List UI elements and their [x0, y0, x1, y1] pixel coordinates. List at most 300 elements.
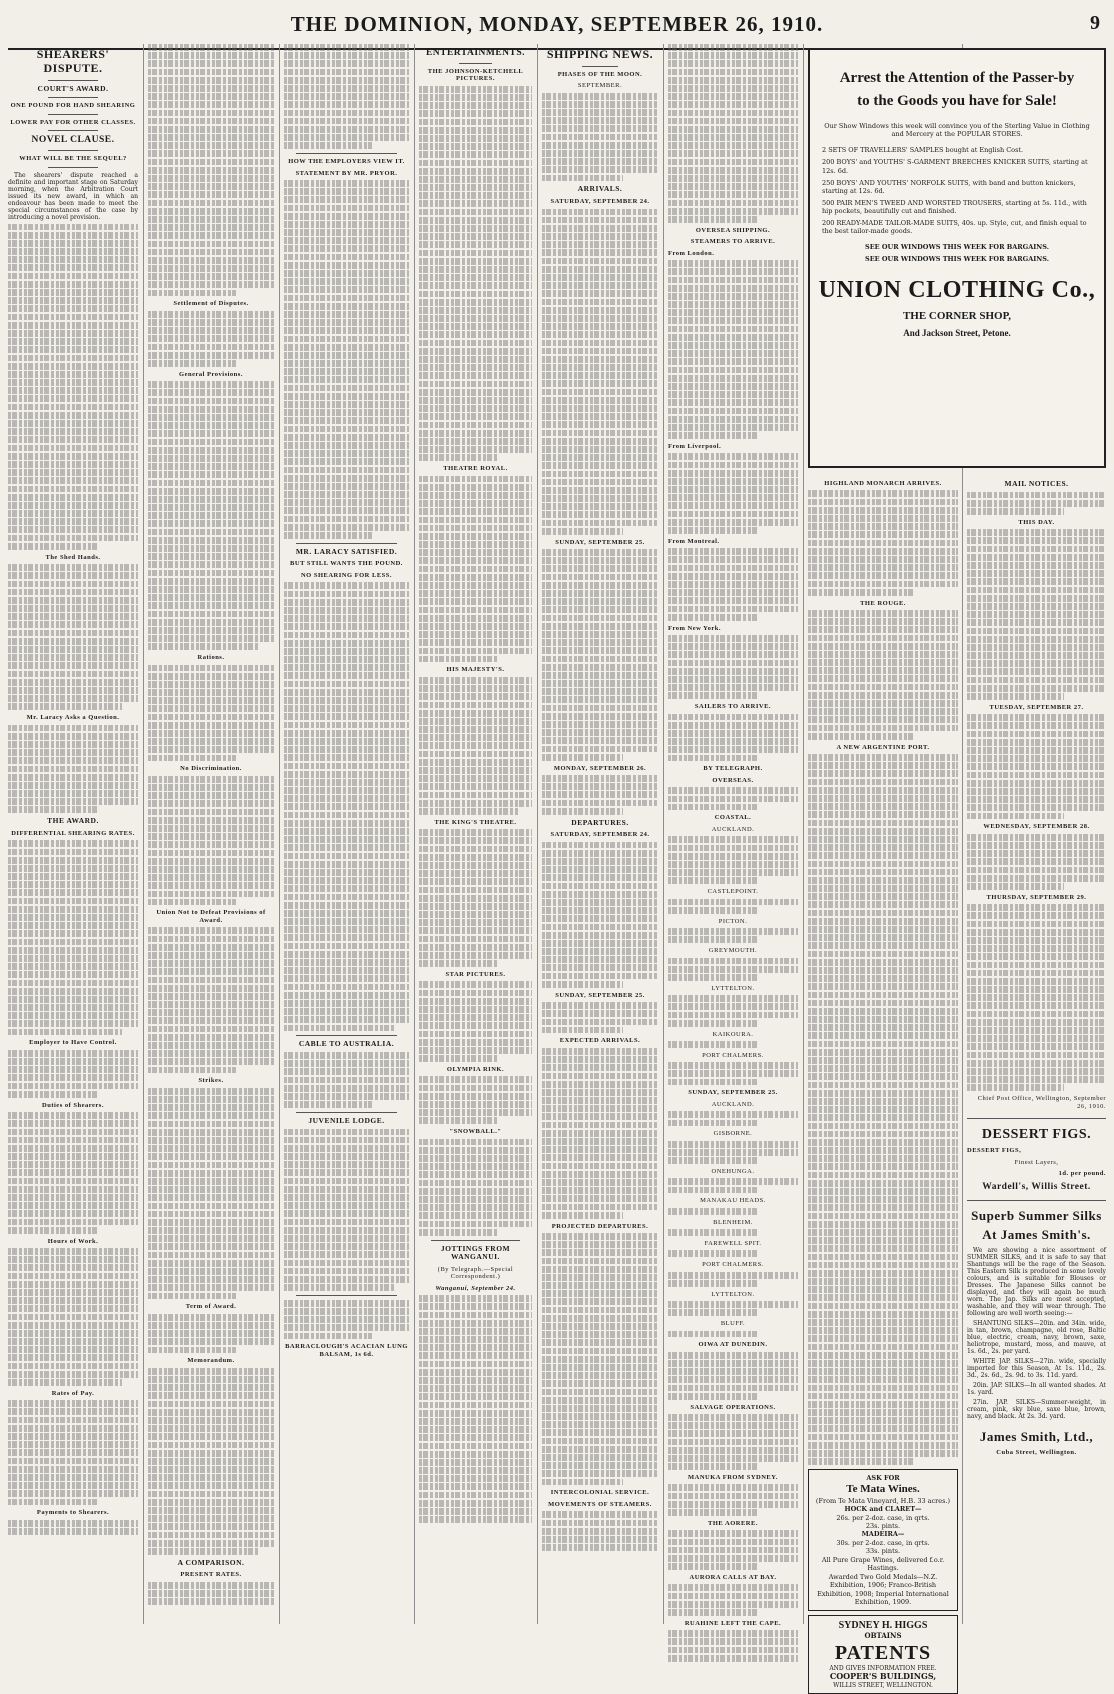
text-line-placeholder	[808, 523, 958, 530]
text-line-placeholder	[668, 606, 798, 613]
text-line-placeholder	[8, 1466, 138, 1473]
column-rule	[414, 44, 415, 1624]
text-line-placeholder	[542, 421, 658, 428]
text-line-placeholder	[808, 959, 958, 966]
text-line-placeholder	[808, 1180, 958, 1187]
section-heading: GISBORNE.	[713, 1130, 753, 1138]
text-line-placeholder	[967, 508, 1064, 515]
text-line-placeholder	[284, 754, 409, 761]
text-line-placeholder	[668, 1111, 798, 1118]
text-line-placeholder	[8, 445, 138, 452]
text-line-placeholder	[419, 356, 532, 363]
text-line-placeholder	[808, 787, 958, 794]
text-line-placeholder	[808, 1057, 958, 1064]
text-line-placeholder	[542, 598, 658, 605]
body-text-block	[419, 1295, 532, 1523]
text-line-placeholder	[542, 340, 658, 347]
text-line-placeholder	[419, 135, 532, 142]
text-line-placeholder	[668, 367, 798, 374]
text-line-placeholder	[808, 1360, 958, 1367]
text-line-placeholder	[284, 303, 409, 310]
text-line-placeholder	[419, 430, 532, 437]
text-line-placeholder	[668, 722, 798, 729]
text-line-placeholder	[542, 606, 658, 613]
section-heading: SATURDAY, SEPTEMBER 24.	[550, 831, 650, 839]
text-line-placeholder	[542, 1081, 658, 1088]
text-line-placeholder	[148, 1482, 274, 1489]
text-line-placeholder	[284, 1284, 394, 1291]
text-line-placeholder	[542, 1298, 658, 1305]
section-heading: Duties of Shearers.	[42, 1101, 104, 1109]
section-heading: THURSDAY, SEPTEMBER 29.	[986, 893, 1087, 901]
text-line-placeholder	[808, 910, 958, 917]
text-line-placeholder	[148, 200, 274, 207]
text-line-placeholder	[148, 784, 274, 791]
text-line-placeholder	[284, 632, 409, 639]
text-line-placeholder	[284, 532, 372, 539]
text-line-placeholder	[668, 1149, 798, 1156]
text-line-placeholder	[148, 705, 274, 712]
text-line-placeholder	[419, 1117, 498, 1124]
text-line-placeholder	[419, 381, 532, 388]
text-line-placeholder	[419, 533, 532, 540]
text-line-placeholder	[284, 458, 409, 465]
text-line-placeholder	[668, 635, 798, 642]
text-line-placeholder	[148, 1322, 274, 1329]
text-line-placeholder	[419, 639, 532, 646]
text-line-placeholder	[808, 1311, 958, 1318]
text-line-placeholder	[808, 708, 958, 715]
text-line-placeholder	[8, 379, 138, 386]
text-line-placeholder	[8, 486, 138, 493]
body-text-block	[668, 1178, 798, 1193]
text-line-placeholder	[808, 1114, 958, 1121]
text-line-placeholder	[808, 852, 958, 859]
divider	[48, 150, 98, 151]
text-line-placeholder	[419, 1180, 532, 1187]
text-line-placeholder	[284, 205, 409, 212]
section-heading: Mr. Laracy Asks a Question.	[26, 714, 120, 722]
text-line-placeholder	[419, 960, 498, 967]
section-heading: OVERSEAS.	[712, 776, 754, 784]
text-line-placeholder	[284, 697, 409, 704]
text-line-placeholder	[668, 787, 798, 794]
text-line-placeholder	[8, 240, 138, 247]
text-line-placeholder	[8, 1153, 138, 1160]
text-line-placeholder	[967, 722, 1106, 729]
text-line-placeholder	[419, 1147, 532, 1154]
text-line-placeholder	[284, 1251, 409, 1258]
section-heading: BLUFF.	[720, 1320, 746, 1328]
section-heading: THIS DAY.	[1018, 518, 1055, 526]
text-line-placeholder	[419, 557, 532, 564]
text-line-placeholder	[419, 209, 532, 216]
body-text-block	[284, 1300, 409, 1340]
text-line-placeholder	[808, 1262, 958, 1269]
text-line-placeholder	[148, 825, 274, 832]
divider	[48, 80, 98, 81]
text-line-placeholder	[542, 1331, 658, 1338]
text-line-placeholder	[8, 703, 122, 710]
ad-brand: UNION CLOTHING Co.,	[818, 276, 1096, 303]
text-line-placeholder	[668, 651, 798, 658]
ad-callout: SEE OUR WINDOWS THIS WEEK FOR BARGAINS.	[865, 254, 1049, 263]
text-line-placeholder	[284, 779, 409, 786]
text-line-placeholder	[148, 290, 236, 297]
dateline: Wanganui, September 24.	[435, 1284, 516, 1292]
text-line-placeholder	[284, 483, 409, 490]
text-line-placeholder	[967, 1084, 1064, 1091]
text-line-placeholder	[808, 643, 958, 650]
text-line-placeholder	[284, 861, 409, 868]
text-line-placeholder	[808, 885, 958, 892]
text-line-placeholder	[542, 1356, 658, 1363]
text-line-placeholder	[8, 469, 138, 476]
text-line-placeholder	[542, 1511, 658, 1518]
section-heading: A NEW ARGENTINE PORT.	[836, 743, 930, 751]
text-line-placeholder	[8, 1169, 138, 1176]
text-line-placeholder	[148, 1409, 274, 1416]
text-line-placeholder	[148, 882, 274, 889]
text-line-placeholder	[419, 1109, 532, 1116]
text-line-placeholder	[284, 93, 409, 100]
text-line-placeholder	[419, 102, 532, 109]
page-number: 9	[1090, 12, 1100, 34]
text-line-placeholder	[542, 729, 658, 736]
text-line-placeholder	[967, 578, 1106, 585]
column-employers-view	[284, 44, 409, 1624]
silks-headline: At James Smith's.	[982, 1227, 1091, 1243]
section-heading: JUVENILE LODGE.	[308, 1115, 385, 1125]
ad-callout: SEE OUR WINDOWS THIS WEEK FOR BARGAINS.	[865, 243, 1049, 252]
ad-text: 26s. per 2-doz. case, in qrts.	[836, 1513, 930, 1522]
text-line-placeholder	[148, 722, 274, 729]
text-line-placeholder	[8, 322, 138, 329]
text-line-placeholder	[419, 1336, 532, 1343]
text-line-placeholder	[542, 866, 658, 873]
text-line-placeholder	[542, 217, 658, 224]
section-heading: Union Not to Defeat Provisions of Award.	[156, 909, 266, 924]
text-line-placeholder	[808, 1237, 958, 1244]
body-text-block	[668, 1584, 798, 1615]
text-line-placeholder	[419, 656, 498, 663]
text-line-placeholder	[668, 936, 759, 943]
text-line-placeholder	[808, 1409, 958, 1416]
text-line-placeholder	[542, 1520, 658, 1527]
text-line-placeholder	[668, 1301, 798, 1308]
body-text-block	[542, 549, 658, 760]
text-line-placeholder	[967, 660, 1106, 667]
text-line-placeholder	[8, 1520, 138, 1527]
text-line-placeholder	[8, 1490, 138, 1497]
text-line-placeholder	[668, 432, 759, 439]
section-heading: STEAMERS TO ARRIVE.	[690, 238, 776, 246]
text-line-placeholder	[284, 188, 409, 195]
text-line-placeholder	[668, 597, 798, 604]
text-line-placeholder	[808, 589, 913, 596]
text-line-placeholder	[808, 1417, 958, 1424]
text-line-placeholder	[148, 1252, 274, 1259]
text-line-placeholder	[542, 1258, 658, 1265]
body-text-block	[668, 1041, 798, 1048]
text-line-placeholder	[542, 479, 658, 486]
text-line-placeholder	[542, 1307, 658, 1314]
section-heading: A COMPARISON.	[177, 1557, 245, 1567]
text-line-placeholder	[419, 1047, 532, 1054]
text-line-placeholder	[668, 462, 798, 469]
text-line-placeholder	[668, 110, 798, 117]
ad-street: Cuba Street, Wellington.	[996, 1449, 1077, 1457]
text-line-placeholder	[808, 1303, 958, 1310]
ad-text: 33s. pints.	[865, 1547, 901, 1556]
text-line-placeholder	[542, 290, 658, 297]
text-line-placeholder	[284, 1186, 409, 1193]
text-line-placeholder	[148, 504, 274, 511]
body-text-block	[808, 490, 958, 595]
body-text-block	[967, 492, 1106, 515]
text-line-placeholder	[542, 1544, 658, 1551]
text-line-placeholder	[668, 907, 759, 914]
text-line-placeholder	[419, 1459, 532, 1466]
text-line-placeholder	[542, 109, 658, 116]
text-line-placeholder	[284, 44, 409, 51]
text-line-placeholder	[8, 338, 138, 345]
text-line-placeholder	[808, 1434, 958, 1441]
text-line-placeholder	[284, 491, 409, 498]
text-line-placeholder	[967, 912, 1106, 919]
text-line-placeholder	[148, 866, 274, 873]
ad-text: OBTAINS	[864, 1631, 902, 1641]
text-line-placeholder	[542, 907, 658, 914]
text-line-placeholder	[668, 861, 798, 868]
text-line-placeholder	[808, 901, 958, 908]
section-heading: PRESENT RATES.	[180, 1571, 242, 1579]
text-line-placeholder	[148, 327, 274, 334]
text-line-placeholder	[542, 1438, 658, 1445]
text-line-placeholder	[967, 953, 1106, 960]
text-line-placeholder	[284, 295, 409, 302]
text-line-placeholder	[8, 1227, 99, 1234]
text-line-placeholder	[967, 867, 1106, 874]
text-line-placeholder	[542, 1397, 658, 1404]
text-line-placeholder	[967, 945, 1106, 952]
body-text-block	[542, 209, 658, 535]
text-line-placeholder	[668, 796, 798, 803]
divider	[459, 63, 492, 64]
text-line-placeholder	[284, 142, 372, 149]
text-line-placeholder	[542, 405, 658, 412]
text-line-placeholder	[542, 1233, 658, 1240]
text-line-placeholder	[808, 1294, 958, 1301]
text-line-placeholder	[967, 1043, 1106, 1050]
text-line-placeholder	[8, 1346, 138, 1353]
body-text-block	[148, 44, 274, 296]
body-text-block	[8, 725, 138, 814]
section-headline: MAIL NOTICES.	[1004, 479, 1069, 488]
text-line-placeholder	[542, 696, 658, 703]
ad-item: 200 READY-MADE TAILOR-MADE SUITS, 40s. up. Style, cut, and finish equal to the best tailor-made goods.	[822, 219, 1087, 236]
text-line-placeholder	[284, 270, 409, 277]
text-line-placeholder	[668, 565, 798, 572]
text-line-placeholder	[542, 503, 658, 510]
text-line-placeholder	[967, 731, 1106, 738]
text-line-placeholder	[668, 1630, 798, 1637]
text-line-placeholder	[8, 1050, 138, 1057]
section-headline: ENTERTAINMENTS.	[425, 48, 526, 58]
text-line-placeholder	[419, 454, 498, 461]
text-line-placeholder	[967, 587, 1106, 594]
text-line-placeholder	[8, 494, 138, 501]
text-line-placeholder	[419, 1055, 498, 1062]
text-line-placeholder	[808, 1090, 958, 1097]
text-line-placeholder	[419, 1171, 532, 1178]
text-line-placeholder	[542, 948, 658, 955]
text-line-placeholder	[967, 883, 1064, 890]
divider	[296, 153, 397, 154]
text-line-placeholder	[148, 1211, 274, 1218]
text-line-placeholder	[419, 1101, 532, 1108]
text-line-placeholder	[668, 1157, 759, 1164]
text-line-placeholder	[8, 646, 138, 653]
text-line-placeholder	[148, 1026, 274, 1033]
ad-text: Awarded Two Gold Medals—N.Z. Exhibition, 1906; Franco-British Exhibition, 1908; Imperial International Exhibition, 1909.	[817, 1572, 949, 1606]
text-line-placeholder	[967, 500, 1106, 507]
text-line-placeholder	[8, 1499, 99, 1506]
text-line-placeholder	[808, 1082, 958, 1089]
text-line-placeholder	[8, 857, 138, 864]
text-line-placeholder	[808, 1319, 958, 1326]
text-line-placeholder	[808, 1221, 958, 1228]
text-line-placeholder	[542, 462, 658, 469]
text-line-placeholder	[284, 869, 409, 876]
text-line-placeholder	[419, 1402, 532, 1409]
text-line-placeholder	[148, 1096, 274, 1103]
text-line-placeholder	[284, 1085, 409, 1092]
text-line-placeholder	[808, 564, 958, 571]
divider	[48, 130, 98, 131]
text-line-placeholder	[542, 1073, 658, 1080]
text-line-placeholder	[542, 1290, 658, 1297]
text-line-placeholder	[419, 348, 532, 355]
text-line-placeholder	[148, 792, 274, 799]
text-line-placeholder	[419, 299, 532, 306]
divider	[48, 167, 98, 168]
text-line-placeholder	[8, 1137, 138, 1144]
text-line-placeholder	[808, 692, 958, 699]
text-line-placeholder	[284, 60, 409, 67]
text-line-placeholder	[8, 1129, 138, 1136]
text-line-placeholder	[284, 795, 409, 802]
divider	[582, 66, 618, 67]
text-line-placeholder	[8, 939, 138, 946]
section-heading: HIS MAJESTY'S.	[446, 666, 505, 674]
section-heading: SUNDAY, SEPTEMBER 25.	[555, 538, 645, 546]
ad-brand: James Smith, Ltd.,	[979, 1429, 1094, 1445]
text-line-placeholder	[419, 446, 532, 453]
section-heading: OLYMPIA RINK.	[446, 1065, 505, 1073]
text-line-placeholder	[808, 1204, 958, 1211]
text-line-placeholder	[542, 209, 658, 216]
text-line-placeholder	[284, 1000, 409, 1007]
text-line-placeholder	[148, 281, 274, 288]
ad-intro: Our Show Windows this week will convince you of the Sterling Value in Clothing and Mercery at the POPULAR STORES.	[824, 122, 1090, 139]
body-text-block	[542, 1002, 658, 1033]
text-line-placeholder	[148, 381, 274, 388]
text-line-placeholder	[148, 1532, 274, 1539]
body-text-block	[284, 582, 409, 1031]
text-line-placeholder	[542, 1171, 658, 1178]
body-text-block	[668, 836, 798, 884]
text-line-placeholder	[668, 614, 759, 621]
text-line-placeholder	[668, 1563, 759, 1570]
text-line-placeholder	[808, 975, 958, 982]
text-line-placeholder	[284, 1068, 409, 1075]
text-line-placeholder	[419, 1361, 532, 1368]
divider	[431, 1240, 520, 1241]
text-line-placeholder	[284, 664, 409, 671]
text-line-placeholder	[284, 1137, 409, 1144]
text-line-placeholder	[808, 716, 958, 723]
text-line-placeholder	[284, 722, 409, 729]
text-line-placeholder	[668, 1463, 759, 1470]
text-line-placeholder	[8, 1273, 138, 1280]
text-line-placeholder	[148, 891, 274, 898]
text-line-placeholder	[668, 293, 798, 300]
text-line-placeholder	[542, 1339, 658, 1346]
text-line-placeholder	[8, 1210, 138, 1217]
text-line-placeholder	[668, 486, 798, 493]
text-line-placeholder	[808, 1450, 958, 1457]
text-line-placeholder	[148, 537, 274, 544]
text-line-placeholder	[668, 358, 798, 365]
text-line-placeholder	[148, 1162, 274, 1169]
text-line-placeholder	[419, 119, 532, 126]
ad-text: AND GIVES INFORMATION FREE.	[829, 1664, 937, 1672]
body-text-block	[668, 714, 798, 762]
body-text-block	[542, 1048, 658, 1219]
section-heading: THE AORERE.	[708, 1519, 758, 1527]
text-line-placeholder	[284, 1060, 409, 1067]
section-heading: SEPTEMBER.	[577, 82, 623, 90]
text-line-placeholder	[967, 937, 1106, 944]
text-line-placeholder	[148, 167, 274, 174]
text-line-placeholder	[542, 1138, 658, 1145]
text-line-placeholder	[148, 899, 236, 906]
text-line-placeholder	[967, 986, 1106, 993]
text-line-placeholder	[419, 566, 532, 573]
text-line-placeholder	[284, 1077, 409, 1084]
text-line-placeholder	[148, 224, 274, 231]
text-line-placeholder	[668, 738, 798, 745]
text-line-placeholder	[668, 399, 798, 406]
text-line-placeholder	[148, 1121, 274, 1128]
body-text-block	[668, 260, 798, 439]
text-line-placeholder	[284, 951, 409, 958]
text-line-placeholder	[668, 1178, 798, 1185]
divider	[967, 1118, 1106, 1119]
text-line-placeholder	[8, 695, 138, 702]
text-line-placeholder	[419, 1312, 532, 1319]
text-line-placeholder	[419, 685, 532, 692]
text-line-placeholder	[542, 1470, 658, 1477]
section-heading: NO SHEARING FOR LESS.	[300, 571, 393, 579]
advertisement-text: BARRACLOUGH'S ACACIAN LUNG BALSAM, 1s 6d.	[285, 1343, 408, 1358]
text-line-placeholder	[542, 356, 658, 363]
text-line-placeholder	[542, 1064, 658, 1071]
text-line-placeholder	[284, 327, 409, 334]
text-line-placeholder	[542, 800, 658, 807]
section-heading: KAIKOURA.	[712, 1030, 754, 1038]
